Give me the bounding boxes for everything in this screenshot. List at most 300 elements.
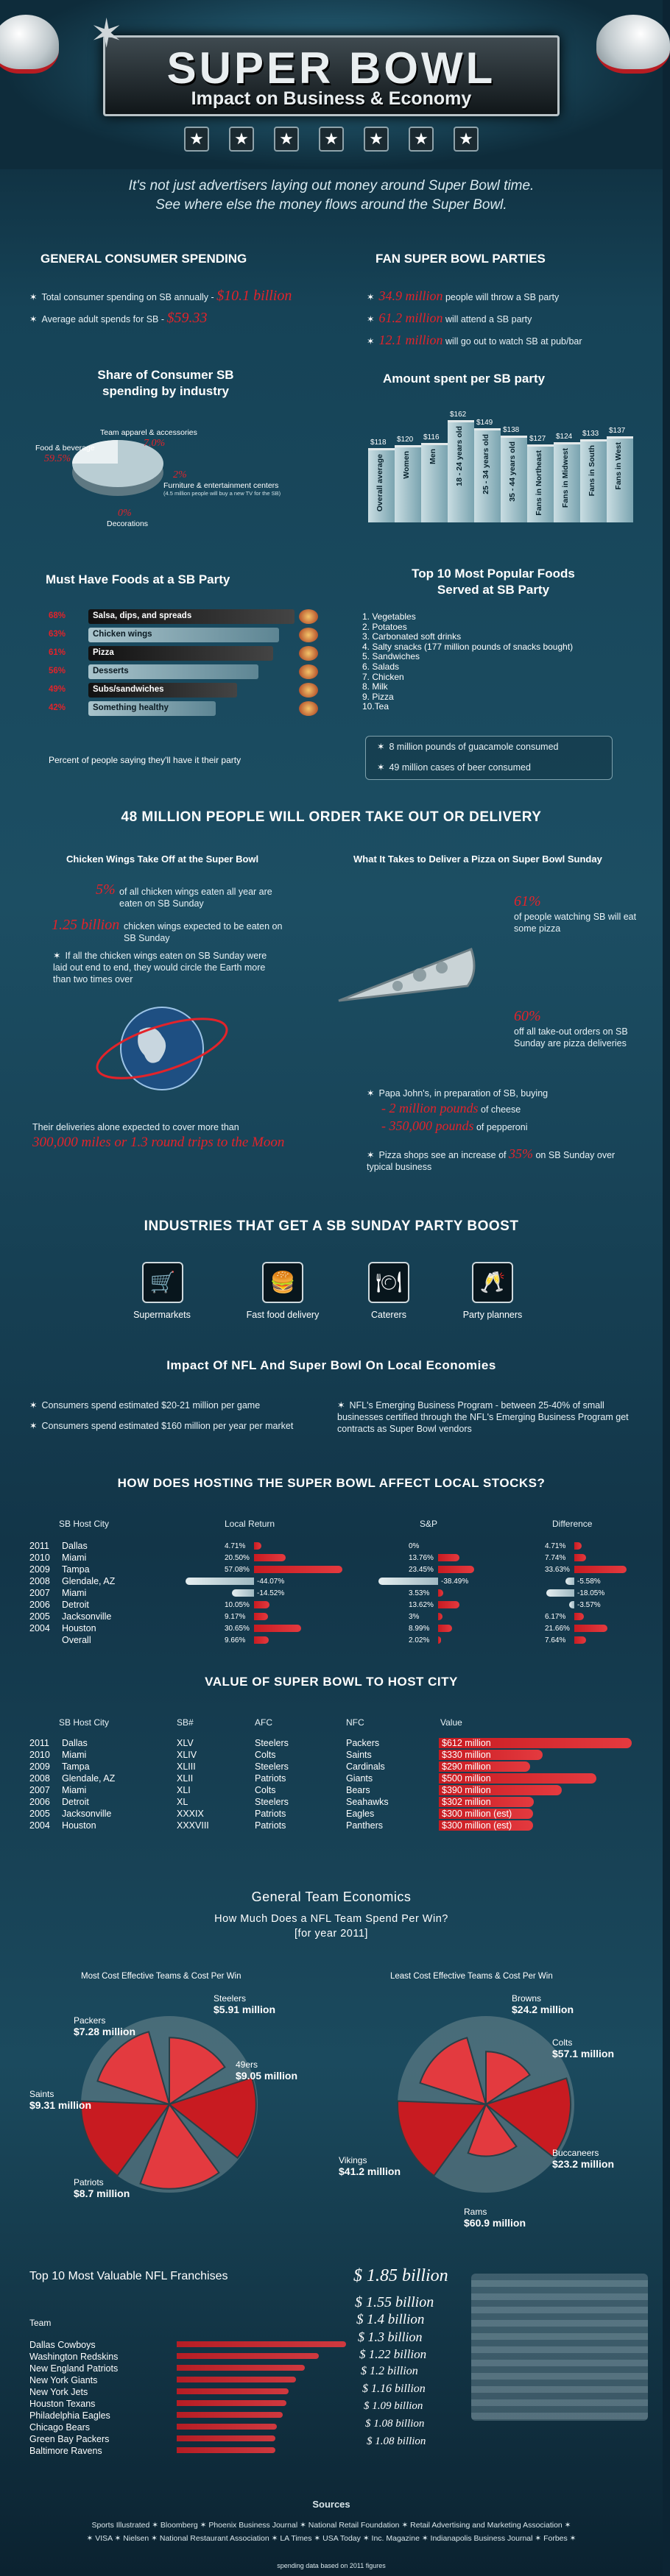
star-corner-icon: ✶ bbox=[90, 12, 124, 56]
share-pct-food: 59.5% bbox=[44, 453, 71, 464]
team-right-pie bbox=[339, 1979, 648, 2229]
stock-bar bbox=[186, 1578, 254, 1585]
franchise-bar bbox=[177, 2447, 275, 2453]
stock-bar bbox=[438, 1601, 459, 1608]
amount-value-label: $137 bbox=[609, 427, 626, 435]
franchise-value: $ 1.16 billion bbox=[362, 2382, 426, 2395]
amount-category-label: 35 - 44 years old bbox=[508, 441, 517, 502]
consumer-item-2-text: Average adult spends for SB - bbox=[41, 314, 165, 324]
stock-value: 4.71% bbox=[225, 1542, 246, 1550]
wings-earth-text: If all the chicken wings eaten on SB Sunday were laid out end to end, they would circle the Earth more than two times over bbox=[53, 951, 267, 984]
franchise-bar bbox=[177, 2388, 289, 2394]
franchises-title: Top 10 Most Valuable NFL Franchises bbox=[29, 2270, 228, 2282]
stock-bar bbox=[574, 1625, 607, 1632]
value-amount: $612 million bbox=[442, 1738, 491, 1748]
top10-box-1: ✶ 8 million pounds of guacamole consumed bbox=[377, 742, 559, 752]
local-item-3: ✶ NFL's Emerging Business Program - between 25-40% of small businesses certified through the NFL's Emerging Business Program get contracts as Super Bowl vendors bbox=[337, 1400, 629, 1434]
pie-team-label: Browns bbox=[512, 1993, 542, 2004]
top10-item: 8. Milk bbox=[362, 681, 388, 692]
value-city: Houston bbox=[62, 1820, 96, 1831]
stock-city: Jacksonville bbox=[62, 1611, 112, 1622]
stock-value: 20.50% bbox=[225, 1554, 250, 1562]
stock-bar bbox=[438, 1636, 441, 1644]
consumer-item-2-value: $59.33 bbox=[166, 310, 208, 326]
local-item-1: ✶ Consumers spend estimated $20-21 million per game bbox=[29, 1400, 261, 1411]
party-item-2-value: 61.2 million bbox=[378, 311, 443, 325]
delivery-miles: 300,000 miles or 1.3 round trips to the Moon bbox=[32, 1135, 285, 1150]
stock-value: -5.58% bbox=[577, 1578, 601, 1586]
papa-pepperoni-text: of pepperoni bbox=[476, 1122, 528, 1132]
papa-text-row: ✶ Papa John's, in preparation of SB, buying bbox=[367, 1088, 549, 1099]
intro-line-2: See where else the money flows around the Super Bowl. bbox=[155, 197, 507, 213]
stock-value: 7.74% bbox=[545, 1554, 566, 1562]
stock-city: Detroit bbox=[62, 1600, 89, 1610]
value-amount: $302 million bbox=[442, 1797, 491, 1807]
food-icon bbox=[299, 701, 318, 716]
food-row: Subs/sandwiches bbox=[88, 683, 237, 698]
top10-item: 6. Salads bbox=[362, 661, 400, 672]
stock-value: 13.76% bbox=[409, 1554, 434, 1562]
stock-value: -18.05% bbox=[577, 1589, 605, 1597]
pie-team-label: Rams bbox=[464, 2207, 487, 2217]
stock-bar bbox=[254, 1554, 286, 1561]
value-afc: Patriots bbox=[255, 1809, 286, 1819]
share-label-team: Team apparel & accessories bbox=[100, 428, 197, 437]
cloche-icon: 🍽 bbox=[368, 1262, 409, 1303]
papa-cheese-text: of cheese bbox=[481, 1104, 521, 1115]
pie-team-label: Steelers bbox=[214, 1993, 247, 2004]
franchise-value: $ 1.4 billion bbox=[356, 2312, 425, 2327]
stock-bar bbox=[254, 1636, 269, 1644]
stock-value: 6.17% bbox=[545, 1613, 566, 1621]
stocks-col-diff: Difference bbox=[552, 1519, 593, 1529]
amount-category-label: Fans in Northeast bbox=[535, 450, 543, 516]
team-econ-subtitle-2: [for year 2011] bbox=[295, 1928, 368, 1940]
value-nfc: Eagles bbox=[346, 1809, 375, 1819]
party-item-1-text: people will throw a SB party bbox=[445, 292, 560, 302]
fan-parties-title: FAN SUPER BOWL PARTIES bbox=[375, 252, 546, 266]
stocks-title: HOW DOES HOSTING THE SUPER BOWL AFFECT LOCAL STOCKS? bbox=[117, 1476, 546, 1490]
value-city: Tampa bbox=[62, 1761, 90, 1772]
stock-bar bbox=[569, 1601, 574, 1608]
takeout-title: 48 MILLION PEOPLE WILL ORDER TAKE OUT OR DELIVERY bbox=[121, 809, 542, 825]
stock-bar bbox=[254, 1625, 301, 1632]
value-city: Jacksonville bbox=[62, 1809, 112, 1819]
stock-bar bbox=[574, 1566, 627, 1573]
stock-value: 2.02% bbox=[409, 1636, 430, 1644]
franchises-chart bbox=[0, 2266, 663, 2456]
value-sb: XLIII bbox=[177, 1761, 196, 1772]
stock-year: 2005 bbox=[29, 1611, 50, 1622]
team-econ-title: General Team Economics bbox=[251, 1890, 412, 1904]
pie-value-label: $8.7 million bbox=[74, 2188, 130, 2199]
value-afc: Colts bbox=[255, 1750, 276, 1760]
franchise-team: New York Jets bbox=[29, 2387, 88, 2397]
food-percent: 61% bbox=[49, 648, 66, 657]
franchise-value: $ 1.09 billion bbox=[364, 2400, 423, 2412]
local-item-2: ✶ Consumers spend estimated $160 million per year per market bbox=[29, 1421, 294, 1431]
franchise-value: $ 1.3 billion bbox=[358, 2330, 423, 2344]
value-nfc: Saints bbox=[346, 1750, 372, 1760]
amount-chart bbox=[368, 397, 633, 530]
stocks-col-sp: S&P bbox=[420, 1519, 438, 1529]
stock-city: Overall bbox=[62, 1635, 91, 1645]
wings-pct: 5% bbox=[96, 881, 116, 898]
stock-bar bbox=[378, 1578, 438, 1585]
local-title: Impact Of NFL And Super Bowl On Local Economies bbox=[166, 1358, 496, 1372]
stock-year: 2004 bbox=[29, 1623, 50, 1633]
stock-value: 3% bbox=[409, 1613, 420, 1621]
stock-bar bbox=[438, 1613, 442, 1620]
top10-list bbox=[362, 612, 573, 712]
food-percent: 63% bbox=[49, 630, 66, 639]
consumer-item-1: ✶ Total consumer spending on SB annually - $10.1 billion bbox=[29, 288, 292, 304]
franchise-value: $ 1.2 billion bbox=[361, 2365, 418, 2377]
stock-bar bbox=[438, 1566, 474, 1573]
share-label-furniture-note: (4.5 million people will buy a new TV for the SB) bbox=[163, 490, 281, 497]
pie-value-label: $9.31 million bbox=[29, 2099, 92, 2111]
glasses-icon: 🥂 bbox=[472, 1262, 513, 1303]
team-left-pie bbox=[29, 1979, 324, 2222]
franchise-team: New England Patriots bbox=[29, 2363, 119, 2374]
pie-team-label: Saints bbox=[29, 2089, 54, 2099]
value-col-value: Value bbox=[440, 1717, 462, 1728]
value-year: 2009 bbox=[29, 1761, 50, 1772]
value-amount: $390 million bbox=[442, 1785, 491, 1795]
intro-line-1: It's not just advertisers laying out money around Super Bowl time. bbox=[128, 178, 535, 194]
local-item-2-text: Consumers spend estimated $160 million per year per market bbox=[41, 1421, 294, 1431]
stock-year: 2007 bbox=[29, 1588, 50, 1598]
stocks-col-local: Local Return bbox=[225, 1519, 275, 1529]
franchise-value: $ 1.55 billion bbox=[355, 2294, 434, 2310]
stock-bar bbox=[574, 1636, 586, 1644]
franchise-team: Chicago Bears bbox=[29, 2422, 90, 2433]
party-item-2-text: will attend a SB party bbox=[445, 314, 532, 324]
top10-box-2: ✶ 49 million cases of beer consumed bbox=[377, 762, 531, 773]
stock-value: 23.45% bbox=[409, 1566, 434, 1574]
shops-pct: 35% bbox=[509, 1146, 533, 1161]
industries-title: INDUSTRIES THAT GET A SB SUNDAY PARTY BOOST bbox=[144, 1218, 519, 1234]
stock-bar bbox=[438, 1554, 459, 1561]
stock-city: Tampa bbox=[62, 1564, 90, 1575]
pie-value-label: $9.05 million bbox=[236, 2070, 298, 2082]
top10-title-2: Served at SB Party bbox=[437, 583, 550, 597]
pizza-slice-icon bbox=[331, 934, 486, 1023]
value-sb: XLIV bbox=[177, 1750, 197, 1760]
pizza-pct-1-text: of people watching SB will eat some pizza bbox=[514, 912, 637, 934]
pizza-topping bbox=[436, 962, 448, 973]
stock-value: -14.52% bbox=[257, 1589, 285, 1597]
consumer-item-1-value: $10.1 billion bbox=[216, 288, 292, 304]
pizza-pct-1: 61% bbox=[514, 893, 541, 909]
stock-value: 7.64% bbox=[545, 1636, 566, 1644]
pizza-slice bbox=[339, 949, 474, 1001]
stock-bar bbox=[232, 1589, 254, 1597]
value-amount: $500 million bbox=[442, 1773, 491, 1784]
industry-fast-food: Fast food delivery bbox=[246, 1310, 320, 1320]
stock-value: 21.66% bbox=[545, 1625, 570, 1633]
value-sb: XLV bbox=[177, 1738, 194, 1748]
amount-category-label: 18 - 24 years old bbox=[455, 426, 464, 486]
value-title: VALUE OF SUPER BOWL TO HOST CITY bbox=[205, 1675, 458, 1689]
wings-title: Chicken Wings Take Off at the Super Bowl bbox=[66, 854, 259, 865]
franchise-bar bbox=[177, 2400, 286, 2406]
stock-bar bbox=[565, 1578, 574, 1585]
value-city: Miami bbox=[62, 1750, 87, 1760]
pie-value-label: $24.2 million bbox=[512, 2004, 574, 2015]
stock-value: 8.99% bbox=[409, 1625, 430, 1633]
local-item-1-text: Consumers spend estimated $20-21 million per game bbox=[41, 1400, 261, 1411]
food-icon bbox=[299, 664, 318, 679]
stock-year: 2009 bbox=[29, 1564, 50, 1575]
stock-value: -38.49% bbox=[441, 1578, 469, 1586]
stock-city: Glendale, AZ bbox=[62, 1576, 116, 1586]
amount-title: Amount spent per SB party bbox=[383, 372, 546, 386]
party-item-1-value: 34.9 million bbox=[378, 288, 443, 303]
value-sb: XXXIX bbox=[177, 1809, 204, 1819]
value-city: Dallas bbox=[62, 1738, 88, 1748]
stock-year: 2010 bbox=[29, 1553, 50, 1563]
team-left-title: Most Cost Effective Teams & Cost Per Win bbox=[81, 1972, 241, 1981]
value-year: 2006 bbox=[29, 1797, 50, 1807]
star-icon: ★ bbox=[184, 127, 209, 152]
stock-value: 33.63% bbox=[545, 1566, 570, 1574]
franchise-bar bbox=[177, 2365, 305, 2371]
value-nfc: Panthers bbox=[346, 1820, 384, 1831]
stock-year: 2008 bbox=[29, 1576, 50, 1586]
value-amount: $300 million (est) bbox=[442, 1820, 512, 1831]
foods-chart bbox=[0, 609, 331, 742]
stock-bar bbox=[546, 1589, 574, 1597]
value-city: Detroit bbox=[62, 1797, 89, 1807]
stock-bar bbox=[438, 1589, 443, 1597]
value-afc: Colts bbox=[255, 1785, 276, 1795]
franchise-bar bbox=[177, 2424, 277, 2430]
consumer-item-2: ✶ Average adult spends for SB - $59.33 bbox=[29, 310, 208, 326]
shops-row: ✶ Pizza shops see an increase of 35% on SB Sunday over typical business bbox=[367, 1146, 616, 1172]
value-afc: Steelers bbox=[255, 1738, 289, 1748]
stocks-table bbox=[0, 1541, 663, 1658]
stock-bar bbox=[254, 1542, 261, 1550]
pie-value-label: $41.2 million bbox=[339, 2165, 401, 2177]
value-city: Miami bbox=[62, 1785, 87, 1795]
share-title-1: Share of Consumer SB bbox=[97, 368, 234, 382]
franchise-bar bbox=[177, 2353, 319, 2359]
globe-icon bbox=[88, 993, 236, 1104]
amount-value-label: $162 bbox=[450, 411, 467, 419]
papa-cheese: - 2 million pounds bbox=[381, 1101, 479, 1115]
consumer-item-1-text: Total consumer spending on SB annually - bbox=[41, 292, 214, 302]
share-title-2: spending by industry bbox=[102, 384, 229, 398]
industry-caterers: Caterers bbox=[371, 1310, 406, 1320]
pie-value-label: $57.1 million bbox=[552, 2048, 615, 2059]
stock-value: 10.05% bbox=[225, 1601, 250, 1609]
value-col-afc: AFC bbox=[255, 1717, 272, 1728]
pie-team-label: 49ers bbox=[236, 2059, 258, 2070]
value-sb: XLII bbox=[177, 1773, 194, 1784]
page-subtitle: Impact on Business & Economy bbox=[191, 88, 472, 109]
consumer-spending-title: GENERAL CONSUMER SPENDING bbox=[40, 252, 247, 266]
stock-value: 13.62% bbox=[409, 1601, 434, 1609]
value-nfc: Seahawks bbox=[346, 1797, 389, 1807]
party-item-1: ✶ 34.9 million people will throw a SB party bbox=[367, 288, 560, 303]
food-row: Something healthy bbox=[88, 701, 216, 716]
star-icon: ★ bbox=[454, 127, 479, 152]
pie-value-label: $7.28 million bbox=[74, 2026, 136, 2037]
stock-value: 3.53% bbox=[409, 1589, 430, 1597]
top10-box-1-text: 8 million pounds of guacamole consumed bbox=[389, 742, 559, 752]
sources-note: spending data based on 2011 figures bbox=[277, 2562, 386, 2569]
wings-earth: ✶ If all the chicken wings eaten on SB Sunday were laid out end to end, they would circle the Earth more than two times over bbox=[53, 951, 267, 984]
value-nfc: Bears bbox=[346, 1785, 370, 1795]
food-icon bbox=[299, 609, 318, 624]
pie-team-label: Patriots bbox=[74, 2177, 104, 2188]
value-year: 2010 bbox=[29, 1750, 50, 1760]
value-year: 2011 bbox=[29, 1738, 49, 1748]
amount-value-label: $127 bbox=[529, 435, 546, 443]
stock-year: 2006 bbox=[29, 1600, 50, 1610]
value-city: Glendale, AZ bbox=[62, 1773, 116, 1784]
stock-bar bbox=[254, 1613, 268, 1620]
pie-team-label: Vikings bbox=[339, 2155, 367, 2165]
pizza-topping bbox=[392, 981, 403, 991]
food-percent: 49% bbox=[49, 685, 66, 694]
star-icon: ★ bbox=[364, 127, 389, 152]
stock-bar bbox=[254, 1601, 269, 1608]
sources-title: Sources bbox=[312, 2499, 350, 2510]
wings-count-text: chicken wings expected to be eaten on SB Sunday bbox=[124, 921, 283, 943]
amount-category-label: Men bbox=[429, 449, 437, 464]
top10-item: 7. Chicken bbox=[362, 671, 404, 682]
food-percent: 42% bbox=[49, 703, 66, 712]
cart-icon: 🛒 bbox=[142, 1262, 183, 1303]
stocks-col-city: SB Host City bbox=[59, 1519, 110, 1529]
value-year: 2008 bbox=[29, 1773, 50, 1784]
food-row: Desserts bbox=[88, 664, 258, 679]
star-icon: ★ bbox=[319, 127, 344, 152]
papa-cheese-row bbox=[381, 1102, 521, 1115]
food-icon bbox=[299, 683, 318, 698]
amount-value-label: $120 bbox=[397, 436, 414, 444]
amount-category-label: Fans in Midwest bbox=[561, 448, 570, 508]
value-amount: $300 million (est) bbox=[442, 1809, 512, 1819]
star-icon: ★ bbox=[274, 127, 299, 152]
stock-city: Houston bbox=[62, 1623, 96, 1633]
stock-value: 4.71% bbox=[545, 1542, 566, 1550]
amount-value-label: $138 bbox=[503, 426, 520, 434]
share-label-decor: Decorations bbox=[107, 519, 149, 528]
helmet-left-icon bbox=[0, 15, 59, 74]
top10-item: 9. Pizza bbox=[362, 691, 394, 702]
foods-title: Must Have Foods at a SB Party bbox=[46, 572, 230, 586]
wings-count: 1.25 billion bbox=[52, 917, 120, 933]
stock-value: -3.57% bbox=[577, 1601, 601, 1609]
share-pct-team: 7.0% bbox=[144, 438, 166, 449]
top10-box-2-text: 49 million cases of beer consumed bbox=[389, 762, 531, 773]
delivery-text: Their deliveries alone expected to cover more than bbox=[32, 1122, 239, 1132]
sources-line-2: ✶ VISA ✶ Nielsen ✶ National Restaurant Association ✶ LA Times ✶ USA Today ✶ Inc. Magazine ✶ Indianapolis Business Journal ✶ Forbes ✶ bbox=[86, 2534, 576, 2543]
stock-year: 2011 bbox=[29, 1541, 49, 1551]
top10-item: 5. Sandwiches bbox=[362, 651, 420, 662]
food-icon bbox=[299, 646, 318, 661]
stock-bar bbox=[574, 1554, 586, 1561]
franchise-bar bbox=[177, 2435, 275, 2441]
food-row: Chicken wings bbox=[88, 628, 279, 642]
stock-bar bbox=[574, 1542, 582, 1550]
amount-value-label: $118 bbox=[370, 439, 387, 447]
shops-text-2: on SB Sunday over typical business bbox=[367, 1150, 616, 1172]
franchise-value: $ 1.08 billion bbox=[367, 2435, 426, 2447]
value-afc: Steelers bbox=[255, 1797, 289, 1807]
pizza-topping bbox=[413, 968, 426, 982]
value-year: 2004 bbox=[29, 1820, 50, 1831]
food-icon bbox=[299, 628, 318, 642]
party-item-3: ✶ 12.1 million will go out to watch SB at pub/bar bbox=[367, 333, 582, 347]
amount-category-label: Women bbox=[402, 451, 411, 479]
stock-bar bbox=[254, 1566, 342, 1573]
team-right-title: Least Cost Effective Teams & Cost Per Win bbox=[390, 1972, 553, 1981]
franchises-team-label: Team bbox=[29, 2318, 52, 2328]
franchise-team: Philadelphia Eagles bbox=[29, 2410, 110, 2421]
party-item-2: ✶ 61.2 million will attend a SB party bbox=[367, 311, 532, 325]
food-row: Salsa, dips, and spreads bbox=[88, 609, 295, 624]
value-sb: XL bbox=[177, 1797, 188, 1807]
franchise-bar bbox=[177, 2341, 346, 2347]
wings-pct-text: of all chicken wings eaten all year are eaten on SB Sunday bbox=[119, 887, 272, 909]
stock-bar bbox=[438, 1625, 452, 1632]
pie-value-label: $5.91 million bbox=[214, 2004, 276, 2015]
stock-value: -44.07% bbox=[257, 1578, 285, 1586]
value-col-city: SB Host City bbox=[59, 1717, 110, 1728]
top10-item: 3. Carbonated soft drinks bbox=[362, 631, 462, 642]
franchise-value: $ 1.08 billion bbox=[365, 2418, 425, 2430]
burger-icon: 🍔 bbox=[262, 1262, 303, 1303]
value-year: 2007 bbox=[29, 1785, 50, 1795]
share-pct-furniture: 2% bbox=[173, 469, 187, 480]
franchise-team: Houston Texans bbox=[29, 2399, 96, 2409]
value-sb: XXXVIII bbox=[177, 1820, 209, 1831]
star-icon: ★ bbox=[229, 127, 254, 152]
value-col-nfc: NFC bbox=[346, 1717, 364, 1728]
amount-value-label: $149 bbox=[476, 419, 493, 427]
stock-value: 9.66% bbox=[225, 1636, 246, 1644]
share-label-furniture: Furniture & entertainment centers bbox=[163, 481, 279, 490]
stock-value: 0% bbox=[409, 1542, 420, 1550]
value-table bbox=[0, 1738, 663, 1841]
local-item-3-text: NFL's Emerging Business Program - between 25-40% of small businesses certified through the NFL's Emerging Business Program get contracts as Super Bowl vendors bbox=[337, 1400, 629, 1434]
franchise-team: Green Bay Packers bbox=[29, 2434, 110, 2444]
value-nfc: Packers bbox=[346, 1738, 380, 1748]
top10-item: 4. Salty snacks (177 million pounds of snacks bought) bbox=[362, 641, 574, 652]
papa-text: Papa John's, in preparation of SB, buying bbox=[378, 1088, 549, 1099]
pie-value-label: $60.9 million bbox=[464, 2217, 526, 2229]
amount-value-label: $133 bbox=[582, 430, 599, 438]
stock-value: 30.65% bbox=[225, 1625, 250, 1633]
franchise-team: New York Giants bbox=[29, 2375, 98, 2385]
pie-team-label: Packers bbox=[74, 2015, 106, 2026]
amount-value-label: $124 bbox=[556, 433, 573, 441]
stock-bar bbox=[574, 1613, 584, 1620]
value-nfc: Cardinals bbox=[346, 1761, 385, 1772]
share-pct-decor: 0% bbox=[118, 508, 132, 519]
stock-city: Miami bbox=[62, 1553, 87, 1563]
helmet-right-icon bbox=[596, 15, 670, 74]
industry-party-planners: Party planners bbox=[462, 1310, 523, 1320]
franchise-bar bbox=[177, 2377, 296, 2382]
amount-value-label: $116 bbox=[423, 433, 440, 441]
share-label-food: Food & beverage bbox=[35, 444, 95, 453]
page-title: SUPER BOWL bbox=[166, 43, 496, 93]
